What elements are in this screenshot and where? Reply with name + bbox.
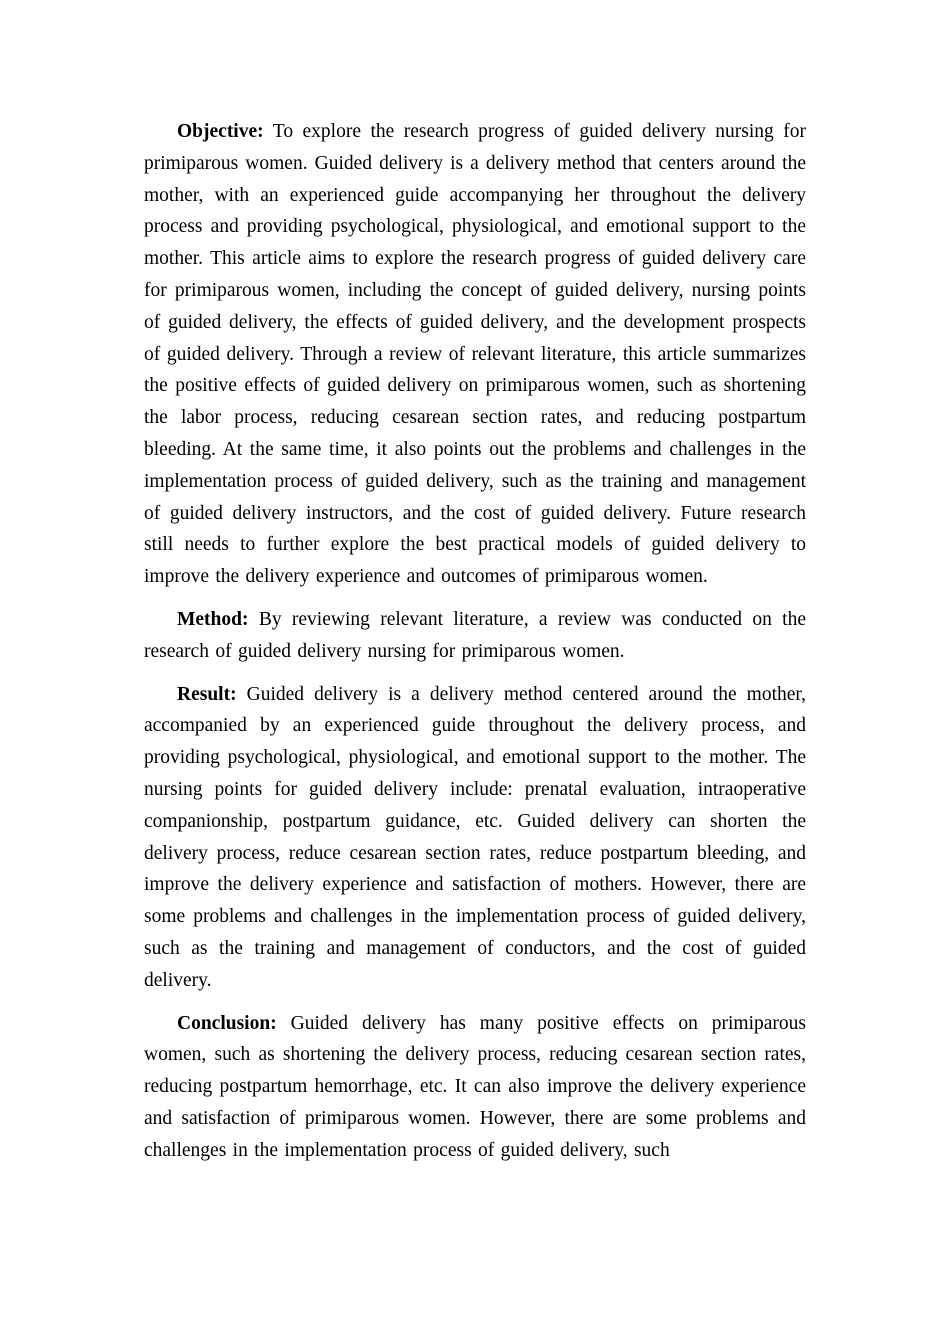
paragraph-conclusion [144, 1008, 806, 1167]
paragraph-objective [144, 116, 806, 593]
method-section-label: Method: [177, 608, 249, 630]
objective-section-label: Objective: [177, 121, 264, 142]
paragraph-method [144, 604, 806, 668]
objective-section-text: To explore the research progress of guided delivery nursing for primiparous women. Guided delivery is a delivery method that centers around the mother, with an experienced guide accompanying her throughout the delivery process and providing psychological, physiological, and emotional support to the mother. This article aims to explore the research progress of guided delivery care for primiparous women, including the concept of guided delivery, nursing points of guided delivery, the effects of guided delivery, and the development prospects of guided delivery. Through a review of relevant literature, this article summarizes the positive effects of guided delivery on primiparous women, such as shortening the labor process, reducing cesarean section rates, and reducing postpartum bleeding. At the same time, it also points out the problems and challenges in the implementation process of guided delivery, such as the training and management of guided delivery instructors, and the cost of guided delivery. Future research still needs to further explore the best practical models of guided delivery to improve the delivery experience and outcomes of primiparous women. [144, 121, 806, 588]
paragraph-result [144, 679, 806, 997]
result-section-text: Guided delivery is a delivery method centered around the mother, accompanied by an experienced guide throughout the delivery process, and providing psychological, physiological, and emotional support to the mother. The nursing points for guided delivery include: prenatal evaluation, intraoperative companionship, postpartum guidance, etc. Guided delivery can shorten the delivery process, reduce cesarean section rates, reduce postpartum bleeding, and improve the delivery experience and satisfaction of mothers. However, there are some problems and challenges in the implementation process of guided delivery, such as the training and management of conductors, and the cost of guided delivery. [144, 683, 806, 991]
method-section-text: By reviewing relevant literature, a review was conducted on the research of guided delivery nursing for primiparous women. [144, 608, 806, 662]
conclusion-section-text: Guided delivery has many positive effects on primiparous women, such as shortening the delivery process, reducing cesarean section rates, reducing postpartum hemorrhage, etc. It can also improve the delivery experience and satisfaction of primiparous women. However, there are some problems and challenges in the implementation process of guided delivery, such [144, 1012, 806, 1161]
result-section-label: Result: [177, 683, 237, 705]
conclusion-section-label: Conclusion: [177, 1012, 277, 1034]
